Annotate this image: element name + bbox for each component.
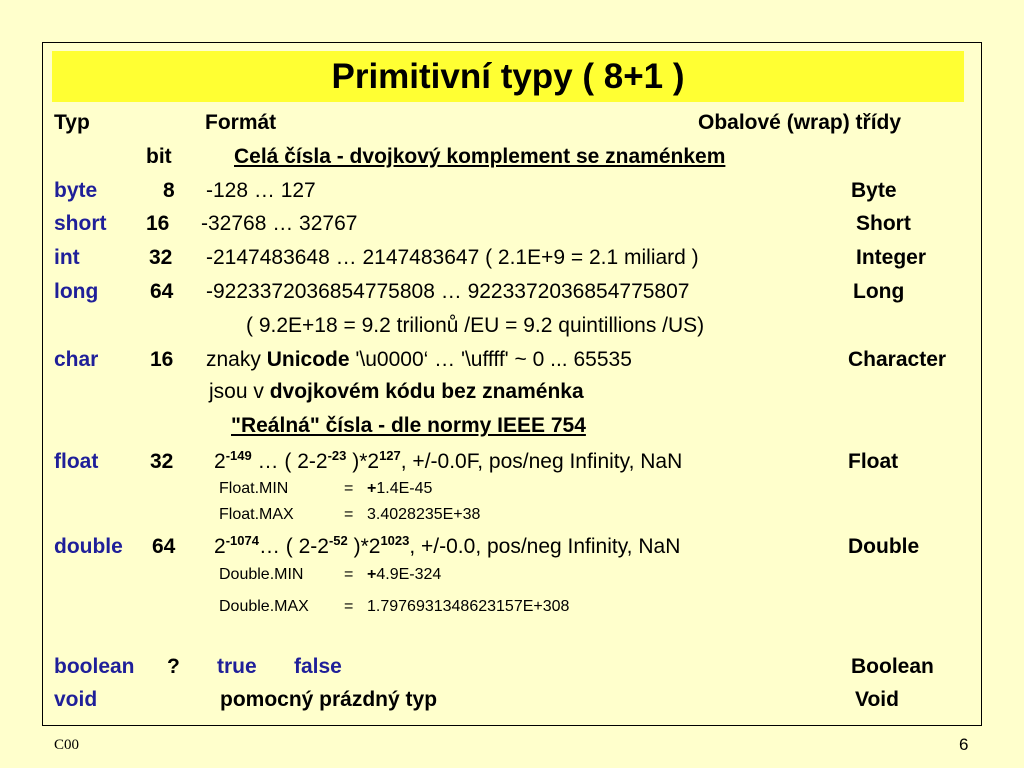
type-boolean: boolean: [54, 655, 135, 678]
wrapper-short: Short: [856, 212, 911, 235]
bits-byte: 8: [163, 179, 175, 202]
footer-label: C00: [54, 737, 80, 753]
bits-short: 16: [146, 212, 170, 235]
wrapper-int: Integer: [856, 246, 927, 269]
double-max-label: Double.MAX: [219, 598, 309, 615]
range-float: $2^{-149}$ … ( $2-2^{-23}$ )$*2^{127}$, +/-0.0F, pos/neg Infinity, NaN: [214, 448, 683, 473]
range-char: znaky Unicode '\u0000‘ … '\uffff' ~ 0 ... 65535: [206, 348, 632, 371]
range-byte: -128 … 127: [206, 179, 316, 202]
range-short: -32768 … 32767: [201, 212, 358, 235]
page-number: 6: [959, 735, 969, 754]
float-min-eq: =: [344, 480, 354, 497]
float-min-label: Float.MIN: [219, 480, 289, 497]
void-description: pomocný prázdný typ: [220, 688, 438, 711]
float-max-eq: =: [344, 506, 354, 523]
bits-double: 64: [152, 535, 176, 558]
float-min-value: +1.4E-45: [367, 480, 433, 497]
wrapper-boolean: Boolean: [851, 655, 934, 678]
header-bit: bit: [146, 145, 172, 168]
bits-int: 32: [149, 246, 173, 269]
double-min-value: +4.9E-324: [367, 566, 442, 583]
bits-char: 16: [150, 348, 174, 371]
section-integers: Celá čísla - dvojkový komplement se znaménkem: [234, 145, 726, 168]
header-wrap: Obalové (wrap) třídy: [698, 111, 902, 134]
type-char: char: [54, 348, 99, 371]
type-double: double: [54, 535, 123, 558]
wrapper-char: Character: [848, 348, 947, 371]
type-int: int: [54, 246, 80, 269]
double-min-eq: =: [344, 566, 354, 583]
boolean-false: false: [294, 655, 342, 678]
range-long: -9223372036854775808 … 9223372036854775807: [206, 280, 690, 303]
section-reals: "Reálná" čísla - dle normy IEEE 754: [231, 414, 586, 437]
double-min-label: Double.MIN: [219, 566, 304, 583]
wrapper-double: Double: [848, 535, 920, 558]
type-float: float: [54, 450, 99, 473]
range-long-note: ( 9.2E+18 = 9.2 trilionů /EU = 9.2 quintillions /US): [246, 314, 705, 337]
double-max-eq: =: [344, 598, 354, 615]
slide-title: Primitivní typy ( 8+1 ): [331, 57, 685, 96]
range-int: -2147483648 … 2147483647 ( 2.1E+9 = 2.1 miliard ): [206, 246, 699, 269]
boolean-true: true: [217, 655, 257, 678]
float-max-label: Float.MAX: [219, 506, 294, 523]
bits-float: 32: [150, 450, 174, 473]
wrapper-byte: Byte: [851, 179, 897, 202]
wrapper-float: Float: [848, 450, 899, 473]
double-max-value: 1.7976931348623157E+308: [367, 598, 570, 615]
type-short: short: [54, 212, 107, 235]
float-max-value: 3.4028235E+38: [367, 506, 481, 523]
char-encoding-note: jsou v dvojkovém kódu bez znaménka: [209, 380, 584, 403]
bits-boolean: ?: [167, 655, 180, 678]
header-format: Formát: [205, 111, 277, 134]
type-void: void: [54, 688, 98, 711]
header-typ: Typ: [54, 111, 90, 134]
wrapper-void: Void: [855, 688, 899, 711]
range-double: $2^{-1074}\dots$ ( $2-2^{-52}$ )$*2^{1023}$, +/-0.0, pos/neg Infinity, NaN: [214, 533, 681, 558]
type-byte: byte: [54, 179, 98, 202]
wrapper-long: Long: [853, 280, 905, 303]
type-long: long: [54, 280, 99, 303]
bits-long: 64: [150, 280, 174, 303]
